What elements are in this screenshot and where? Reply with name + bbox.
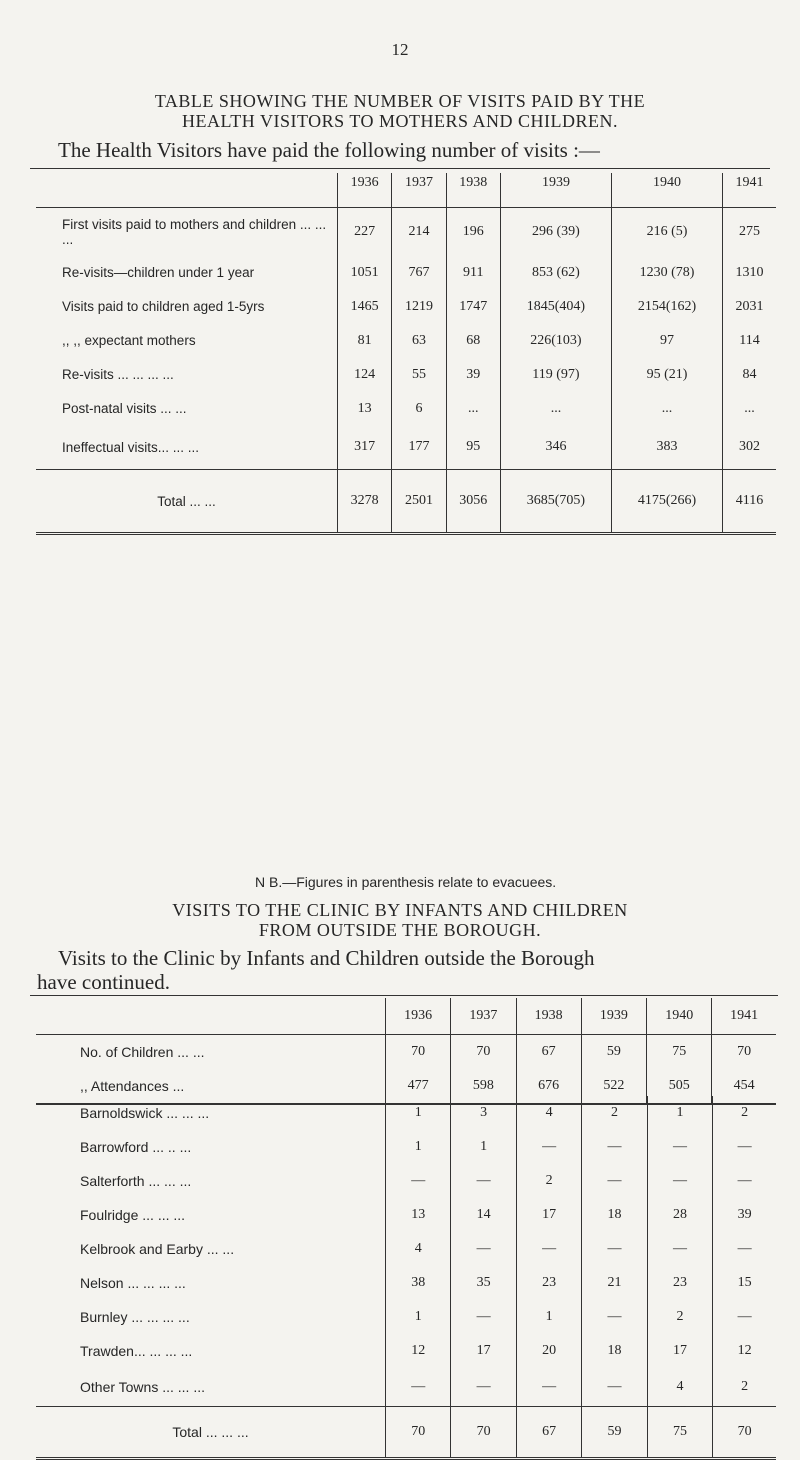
cell: 296 (39)	[500, 208, 611, 256]
table1-year: 1936	[338, 173, 392, 208]
cell: 477	[386, 1069, 451, 1104]
cell: —	[386, 1164, 451, 1198]
table2-year: 1937	[451, 998, 516, 1034]
table1-year: 1939	[500, 173, 611, 208]
town-row	[36, 1164, 776, 1198]
cell: —	[713, 1300, 776, 1334]
cell: —	[582, 1368, 647, 1406]
cell: 2	[582, 1096, 647, 1130]
table2-heading-line2: FROM OUTSIDE THE BOROUGH.	[258, 920, 542, 940]
table2-top-rule	[30, 995, 778, 996]
cell: 676	[516, 1069, 581, 1104]
table2-header-row	[36, 998, 776, 1034]
cell: 3	[451, 1096, 516, 1130]
cell: 39	[713, 1198, 776, 1232]
row-label: Post-natal visits ... ...	[62, 401, 187, 416]
town-label: Kelbrook and Earby ... ...	[80, 1241, 235, 1257]
total-cell: 70	[451, 1406, 516, 1458]
evacuee-note: N B.—Figures in parenthesis relate to evacuees.	[255, 874, 557, 890]
cell: 97	[611, 324, 722, 358]
cell: —	[713, 1164, 776, 1198]
town-row	[36, 1334, 776, 1368]
cell: ...	[446, 392, 500, 426]
summary-row	[36, 1034, 776, 1069]
cell: 28	[647, 1198, 712, 1232]
cell: 4	[386, 1232, 451, 1266]
cell: 1310	[723, 256, 776, 290]
cell: 18	[582, 1334, 647, 1368]
cell: 2	[713, 1368, 776, 1406]
cell: —	[582, 1300, 647, 1334]
table1-row	[36, 392, 776, 426]
cell: 4	[516, 1096, 581, 1130]
cell: —	[647, 1164, 712, 1198]
cell: 114	[723, 324, 776, 358]
cell: 81	[338, 324, 392, 358]
cell: —	[451, 1300, 516, 1334]
total-cell: 59	[582, 1406, 647, 1458]
cell: 15	[713, 1266, 776, 1300]
cell: 275	[723, 208, 776, 256]
clinic-summary-table	[36, 998, 776, 1105]
cell: 13	[386, 1198, 451, 1232]
row-label: Visits paid to children aged 1-5yrs	[62, 299, 265, 314]
table2-intro-line1: Visits to the Clinic by Infants and Children outside the Borough	[58, 946, 595, 970]
cell: 6	[392, 392, 446, 426]
cell: 55	[392, 358, 446, 392]
table2-intro-line2: have continued.	[37, 970, 170, 994]
cell: 1845(404)	[500, 290, 611, 324]
cell: 70	[386, 1034, 451, 1069]
cell: —	[647, 1130, 712, 1164]
cell: 1051	[338, 256, 392, 290]
cell: 177	[392, 426, 446, 470]
table1-heading-line1: TABLE SHOWING THE NUMBER OF VISITS PAID BY THE	[154, 91, 646, 111]
town-label: Salterforth ... ... ...	[80, 1173, 192, 1189]
cell: 2031	[723, 290, 776, 324]
cell: 226(103)	[500, 324, 611, 358]
table1-row	[36, 290, 776, 324]
cell: 302	[723, 426, 776, 470]
town-row	[36, 1368, 776, 1406]
cell: 216 (5)	[611, 208, 722, 256]
table2-corner	[36, 998, 386, 1034]
table1-row	[36, 256, 776, 290]
town-label: Barnoldswick ... ... ...	[80, 1105, 210, 1121]
total-cell: 4175(266)	[611, 470, 722, 534]
table2-year: 1939	[581, 998, 646, 1034]
cell: 39	[446, 358, 500, 392]
cell: 35	[451, 1266, 516, 1300]
row-label: ,, ,, expectant mothers	[62, 333, 196, 348]
cell: 2154(162)	[611, 290, 722, 324]
town-row	[36, 1096, 776, 1130]
cell: 38	[386, 1266, 451, 1300]
cell: 1747	[446, 290, 500, 324]
page-number: 12	[391, 40, 409, 59]
cell: 505	[647, 1069, 712, 1104]
table1-intro: The Health Visitors have paid the following number of visits :—	[58, 138, 600, 162]
cell: 17	[647, 1334, 712, 1368]
clinic-towns-table	[36, 1096, 776, 1460]
cell: 346	[500, 426, 611, 470]
table1-header-row	[36, 173, 776, 208]
cell: 214	[392, 208, 446, 256]
row-label: Re-visits—children under 1 year	[62, 265, 255, 280]
cell: —	[516, 1368, 581, 1406]
total-cell: 3685(705)	[500, 470, 611, 534]
total-cell: 3278	[338, 470, 392, 534]
cell: 227	[338, 208, 392, 256]
cell: 70	[451, 1034, 516, 1069]
row-label: Re-visits ... ... ... ...	[62, 367, 174, 382]
town-row	[36, 1198, 776, 1232]
cell: 23	[516, 1266, 581, 1300]
cell: —	[386, 1368, 451, 1406]
cell: 18	[582, 1198, 647, 1232]
cell: 522	[581, 1069, 646, 1104]
row-label: Ineffectual visits... ... ...	[62, 439, 200, 455]
health-visits-table	[36, 173, 776, 535]
cell: —	[647, 1232, 712, 1266]
total-label: Total ... ...	[36, 470, 338, 534]
cell: 75	[647, 1034, 712, 1069]
cell: 1465	[338, 290, 392, 324]
table1-heading-line2: HEALTH VISITORS TO MOTHERS AND CHILDREN.	[181, 111, 619, 131]
table1-year: 1938	[446, 173, 500, 208]
cell: 383	[611, 426, 722, 470]
cell: 84	[723, 358, 776, 392]
cell: 454	[712, 1069, 776, 1104]
cell: 2	[647, 1300, 712, 1334]
cell: 317	[338, 426, 392, 470]
town-label: Barrowford ... .. ...	[80, 1139, 192, 1155]
cell: —	[582, 1164, 647, 1198]
table1-corner	[36, 173, 338, 208]
total-cell: 3056	[446, 470, 500, 534]
cell: 853 (62)	[500, 256, 611, 290]
cell: 4	[647, 1368, 712, 1406]
table2-year: 1938	[516, 998, 581, 1034]
cell: 67	[516, 1034, 581, 1069]
cell: 17	[516, 1198, 581, 1232]
town-label: Foulridge ... ... ...	[80, 1207, 186, 1223]
cell: 12	[713, 1334, 776, 1368]
table1-year: 1940	[611, 173, 722, 208]
cell: 911	[446, 256, 500, 290]
row-label: ,, Attendances ...	[36, 1069, 386, 1104]
total-cell: 75	[647, 1406, 712, 1458]
table2-year: 1941	[712, 998, 776, 1034]
cell: 68	[446, 324, 500, 358]
total-label: Total ... ... ...	[36, 1406, 386, 1458]
cell: —	[713, 1232, 776, 1266]
table1-row	[36, 358, 776, 392]
cell: 21	[582, 1266, 647, 1300]
cell: ...	[500, 392, 611, 426]
town-label: Trawden... ... ... ...	[80, 1343, 193, 1359]
cell: 767	[392, 256, 446, 290]
cell: —	[582, 1232, 647, 1266]
cell: —	[516, 1130, 581, 1164]
town-row	[36, 1232, 776, 1266]
cell: 17	[451, 1334, 516, 1368]
cell: 14	[451, 1198, 516, 1232]
cell: 1	[386, 1300, 451, 1334]
total-cell: 70	[713, 1406, 776, 1458]
cell: 1	[386, 1096, 451, 1130]
table2-year: 1940	[647, 998, 712, 1034]
town-label: Other Towns ... ... ...	[80, 1378, 206, 1395]
cell: —	[451, 1368, 516, 1406]
cell: 1	[451, 1130, 516, 1164]
cell: 1230 (78)	[611, 256, 722, 290]
table2-heading-line1: VISITS TO THE CLINIC BY INFANTS AND CHILDREN	[172, 900, 628, 920]
cell: 119 (97)	[500, 358, 611, 392]
row-label: No. of Children ... ...	[36, 1034, 386, 1069]
cell: 95 (21)	[611, 358, 722, 392]
cell: 1	[516, 1300, 581, 1334]
cell: 196	[446, 208, 500, 256]
table1-row	[36, 324, 776, 358]
cell: —	[451, 1164, 516, 1198]
total-cell: 4116	[723, 470, 776, 534]
cell: 2	[516, 1164, 581, 1198]
cell: —	[516, 1232, 581, 1266]
cell: 124	[338, 358, 392, 392]
town-row	[36, 1300, 776, 1334]
table1-row	[36, 426, 776, 470]
cell: 95	[446, 426, 500, 470]
table1-row	[36, 208, 776, 256]
cell: 1	[647, 1096, 712, 1130]
cell: 12	[386, 1334, 451, 1368]
town-row	[36, 1130, 776, 1164]
table1-year: 1941	[723, 173, 776, 208]
table2-total-row	[36, 1406, 776, 1458]
cell: 70	[712, 1034, 776, 1069]
table1-total-row	[36, 470, 776, 534]
cell: 1	[386, 1130, 451, 1164]
cell: 23	[647, 1266, 712, 1300]
row-label: First visits paid to mothers and children ... ... ...	[62, 216, 327, 247]
cell: ...	[611, 392, 722, 426]
total-cell: 70	[386, 1406, 451, 1458]
total-cell: 67	[516, 1406, 581, 1458]
total-cell: 2501	[392, 470, 446, 534]
table1-top-rule	[30, 168, 770, 169]
town-label: Burnley ... ... ... ...	[80, 1309, 190, 1325]
cell: 20	[516, 1334, 581, 1368]
town-label: Nelson ... ... ... ...	[80, 1275, 186, 1291]
cell: 1219	[392, 290, 446, 324]
cell: —	[451, 1232, 516, 1266]
town-row	[36, 1266, 776, 1300]
cell: 63	[392, 324, 446, 358]
cell: —	[582, 1130, 647, 1164]
cell: —	[713, 1130, 776, 1164]
cell: 2	[713, 1096, 776, 1130]
table1-year: 1937	[392, 173, 446, 208]
cell: 13	[338, 392, 392, 426]
cell: 59	[581, 1034, 646, 1069]
table2-year: 1936	[386, 998, 451, 1034]
cell: ...	[723, 392, 776, 426]
cell: 598	[451, 1069, 516, 1104]
